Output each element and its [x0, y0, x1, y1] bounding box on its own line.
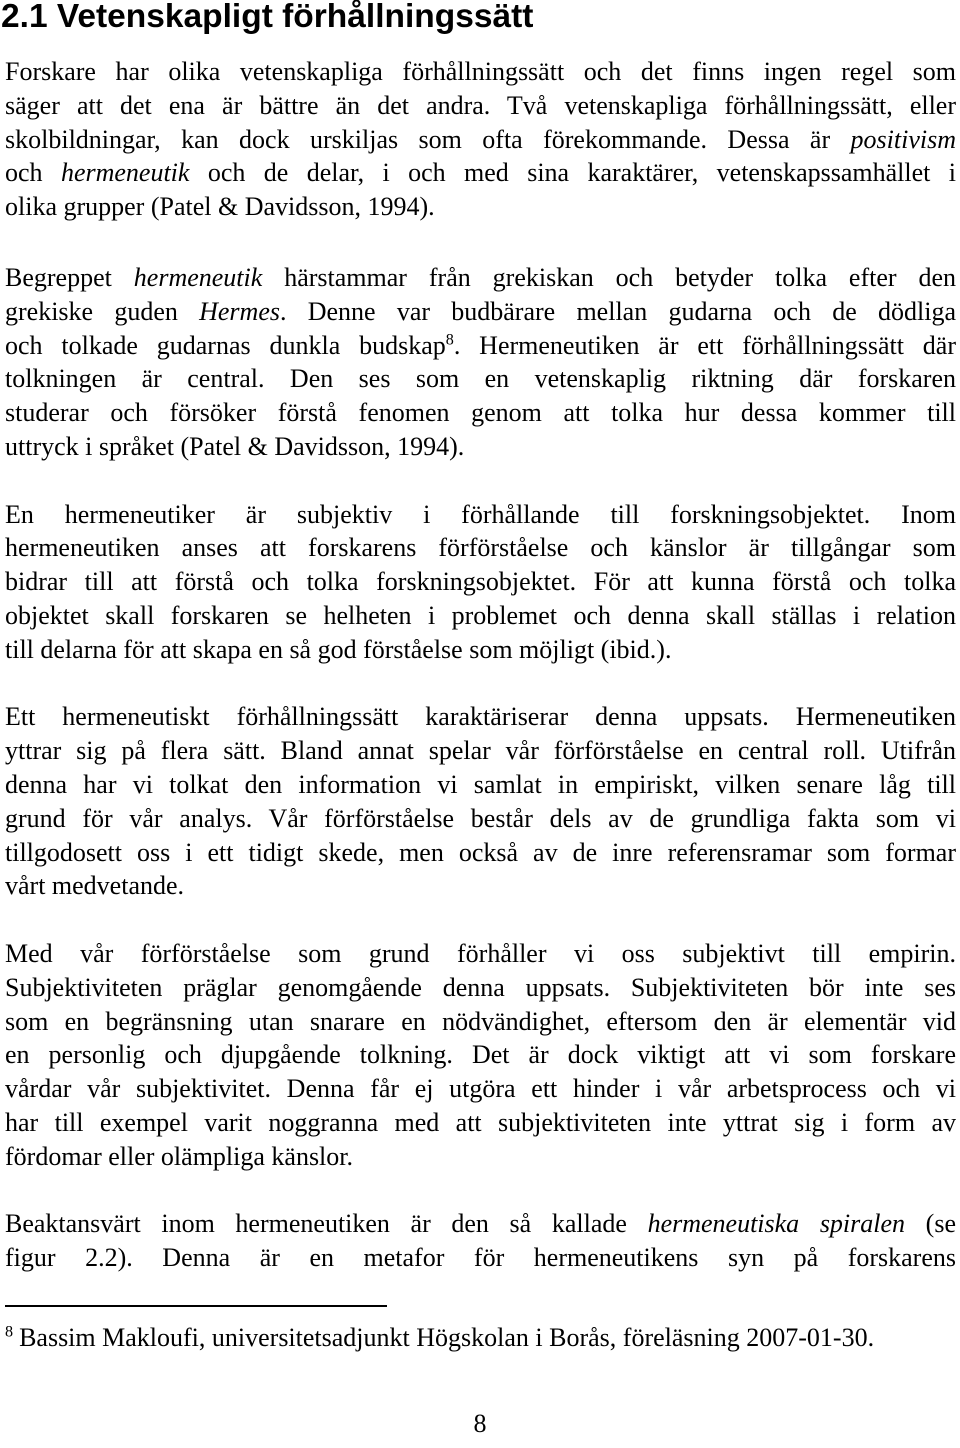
text-line: Beaktansvärt inom hermeneutiken är den så kallade hermeneutiska spiralen (se: [5, 1209, 956, 1239]
text-line: och hermeneutik och de delar, i och med sina karaktärer, vetenskapssamhället i: [5, 158, 956, 188]
text-line: en personlig och djupgående tolkning. Det är dock viktigt att vi som forskare: [5, 1040, 956, 1070]
footnote: [5, 1321, 874, 1355]
footnote-separator: [5, 1305, 387, 1307]
italic-term: hermeneutik: [60, 158, 190, 188]
text-line: fördomar eller olämpliga känslor.: [5, 1141, 354, 1171]
text-line: Subjektiviteten präglar genomgående denna uppsats. Subjektiviteten bör inte ses: [5, 972, 956, 1002]
text-line: olika grupper (Patel & Davidsson, 1994).: [5, 192, 435, 222]
text-line: vårt medvetande.: [5, 871, 185, 901]
text-line: Begreppet hermeneutik härstammar från grekiskan och betyder tolka efter den: [5, 262, 957, 292]
paragraph: [5, 55, 956, 224]
text-line: denna har vi tolkat den information vi samlat in empiriskt, vilken senare låg till: [5, 769, 956, 799]
footnote-reference: 8: [445, 330, 454, 348]
italic-term: Hermes: [199, 296, 280, 326]
footnote-text: Bassim Makloufi, universitetsadjunkt Högskolan i Borås, föreläsning 2007-01-30.: [19, 1323, 875, 1352]
text-line: har till exempel varit noggranna med att subjektiviteten inte yttrat sig i form av: [5, 1107, 956, 1137]
text-line: som en begränsning utan snarare en nödvändighet, eftersom den är elementär vid: [5, 1006, 956, 1036]
italic-term: hermeneutik: [133, 262, 263, 292]
paragraph: [5, 1207, 956, 1275]
page-number: 8: [473, 1409, 487, 1438]
footnote-marker: 8: [5, 1323, 14, 1341]
paragraph: [5, 700, 956, 903]
section-heading: 2.1 Vetenskapligt förhållningssätt: [1, 0, 534, 35]
paragraph: [5, 498, 956, 667]
text-line: figur 2.2). Denna är en metafor för hermeneutikens syn på forskarens: [5, 1243, 956, 1273]
text-line: skolbildningar, kan dock urskiljas som ofta förekommande. Dessa är positivism: [5, 124, 956, 154]
text-line: bidrar till att förstå och tolka forskningsobjektet. För att kunna förstå och tolka: [5, 567, 956, 597]
text-line: En hermeneutiker är subjektiv i förhållande till forskningsobjektet. Inom: [5, 499, 956, 529]
text-line: studerar och försöker förstå fenomen genom att tolka hur dessa kommer till: [5, 398, 956, 428]
italic-term: positivism: [850, 124, 956, 154]
text-line: objektet skall forskaren se helheten i problemet och denna skall ställas i relation: [5, 600, 956, 630]
paragraph: [5, 261, 956, 464]
text-line: hermeneutiken anses att forskarens förförståelse och känslor är tillgångar som: [5, 533, 956, 563]
text-line: till delarna för att skapa en så god förståelse som möjligt (ibid.).: [5, 634, 672, 664]
paragraph: [5, 937, 956, 1174]
body-text: [5, 55, 956, 1309]
text-line: säger att det ena är bättre än det andra. Två vetenskapliga förhållningssätt, eller: [5, 90, 956, 120]
text-line: grekiske guden Hermes. Denne var budbärare mellan gudarna och de dödliga: [5, 296, 956, 326]
text-line: uttryck i språket (Patel & Davidsson, 1994).: [5, 431, 465, 461]
text-line: yttrar sig på flera sätt. Bland annat spelar vår förförståelse en central roll. Utifrån: [5, 736, 956, 766]
text-line: Forskare har olika vetenskapliga förhållningssätt och det finns ingen regel som: [5, 57, 956, 86]
italic-term: hermeneutiska spiralen: [647, 1209, 906, 1239]
text-line: vårdar vår subjektivitet. Denna får ej utgöra ett hinder i vår arbetsprocess och vi: [5, 1074, 956, 1104]
text-line: tillgodosett oss i ett tidigt skede, men också av de inre referensramar som formar: [5, 837, 956, 867]
text-line: tolkningen är central. Den ses som en vetenskaplig riktning där forskaren: [5, 364, 956, 394]
text-line: Med vår förförståelse som grund förhåller vi oss subjektivt till empirin.: [5, 938, 956, 968]
text-line: Ett hermeneutiskt förhållningssätt karaktäriserar denna uppsats. Hermeneutiken: [5, 702, 956, 732]
text-line: och tolkade gudarnas dunkla budskap$^8$. Hermeneutiken är ett förhållningssätt där: [5, 330, 956, 360]
text-line: grund för vår analys. Vår förförståelse består dels av de grundliga fakta som vi: [5, 803, 956, 833]
